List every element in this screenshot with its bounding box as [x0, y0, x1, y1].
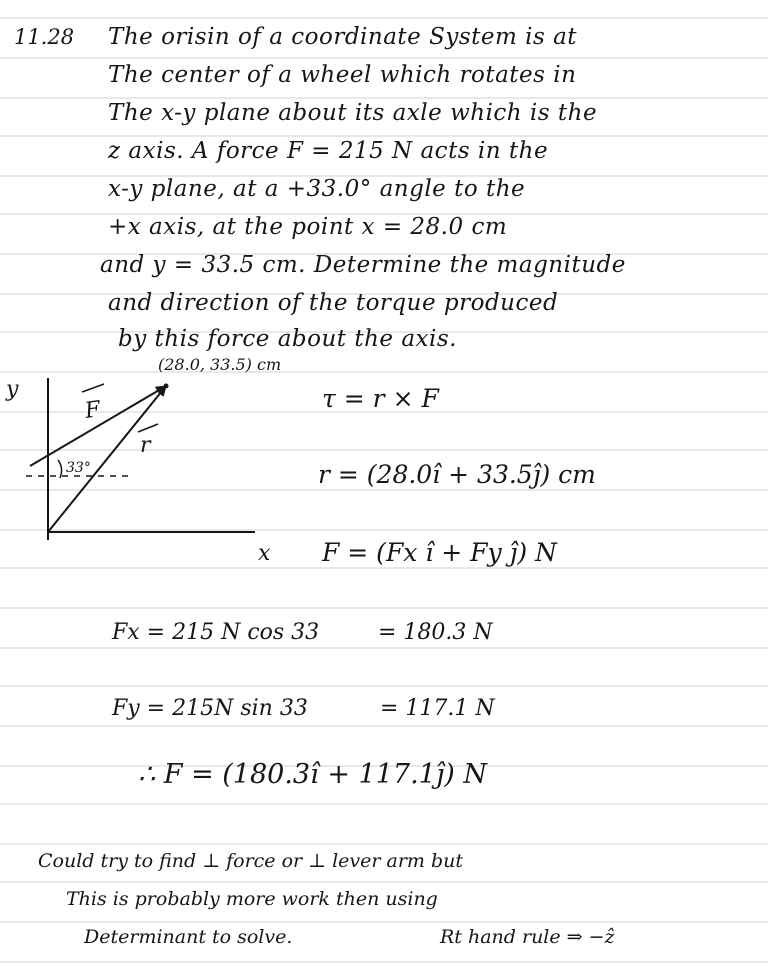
force-diagram: [0, 346, 300, 560]
note-line-1: Could try to find ⊥ force or ⊥ lever arm but: [38, 850, 463, 872]
application-point: [164, 384, 169, 389]
problem-line-2: The center of a wheel which rotates in: [108, 62, 577, 88]
note-line-3-right: Rt hand rule ⇒ −ẑ: [440, 926, 615, 948]
position-vector: [48, 386, 166, 532]
fx-expression: Fx = 215 N cos 33: [112, 620, 320, 645]
position-vector-equation: r = (28.0î + 33.5ĵ) cm: [318, 460, 596, 489]
fy-value: = 117.1 N: [380, 696, 495, 721]
problem-line-3: The x-y plane about its axle which is the: [108, 100, 598, 126]
point-label: (28.0, 33.5) cm: [158, 355, 282, 374]
force-label-arrow: [82, 384, 104, 392]
problem-line-8: and direction of the torque produced: [108, 290, 559, 316]
note-line-3-left: Determinant to solve.: [84, 926, 293, 948]
angle-label: 33°: [66, 460, 91, 476]
angle-arc: [58, 460, 62, 478]
fx-value: = 180.3 N: [378, 620, 493, 645]
fy-expression: Fy = 215N sin 33: [112, 696, 308, 721]
problem-line-1: The orisin of a coordinate System is at: [108, 24, 578, 50]
position-label-arrow: [138, 424, 158, 432]
problem-line-9: by this force about the axis.: [118, 326, 457, 352]
problem-line-5: x-y plane, at a +33.0° angle to the: [108, 176, 526, 202]
force-vector-label: F: [83, 397, 102, 424]
problem-number: 11.28: [14, 25, 75, 49]
y-axis-label: y: [6, 377, 19, 402]
problem-line-4: z axis. A force F = 215 N acts in the: [108, 138, 549, 164]
torque-equation: τ = r × F: [322, 384, 439, 413]
force-components-equation: F = (Fx î + Fy ĵ) N: [322, 538, 557, 567]
problem-line-6: +x axis, at the point x = 28.0 cm: [108, 214, 508, 240]
x-axis-label: x: [258, 541, 271, 560]
note-line-2: This is probably more work then using: [66, 888, 438, 910]
position-vector-label: r: [140, 433, 151, 458]
force-result: ∴ F = (180.3î + 117.1ĵ) N: [138, 759, 487, 790]
problem-line-7: and y = 33.5 cm. Determine the magnitude: [100, 252, 626, 278]
